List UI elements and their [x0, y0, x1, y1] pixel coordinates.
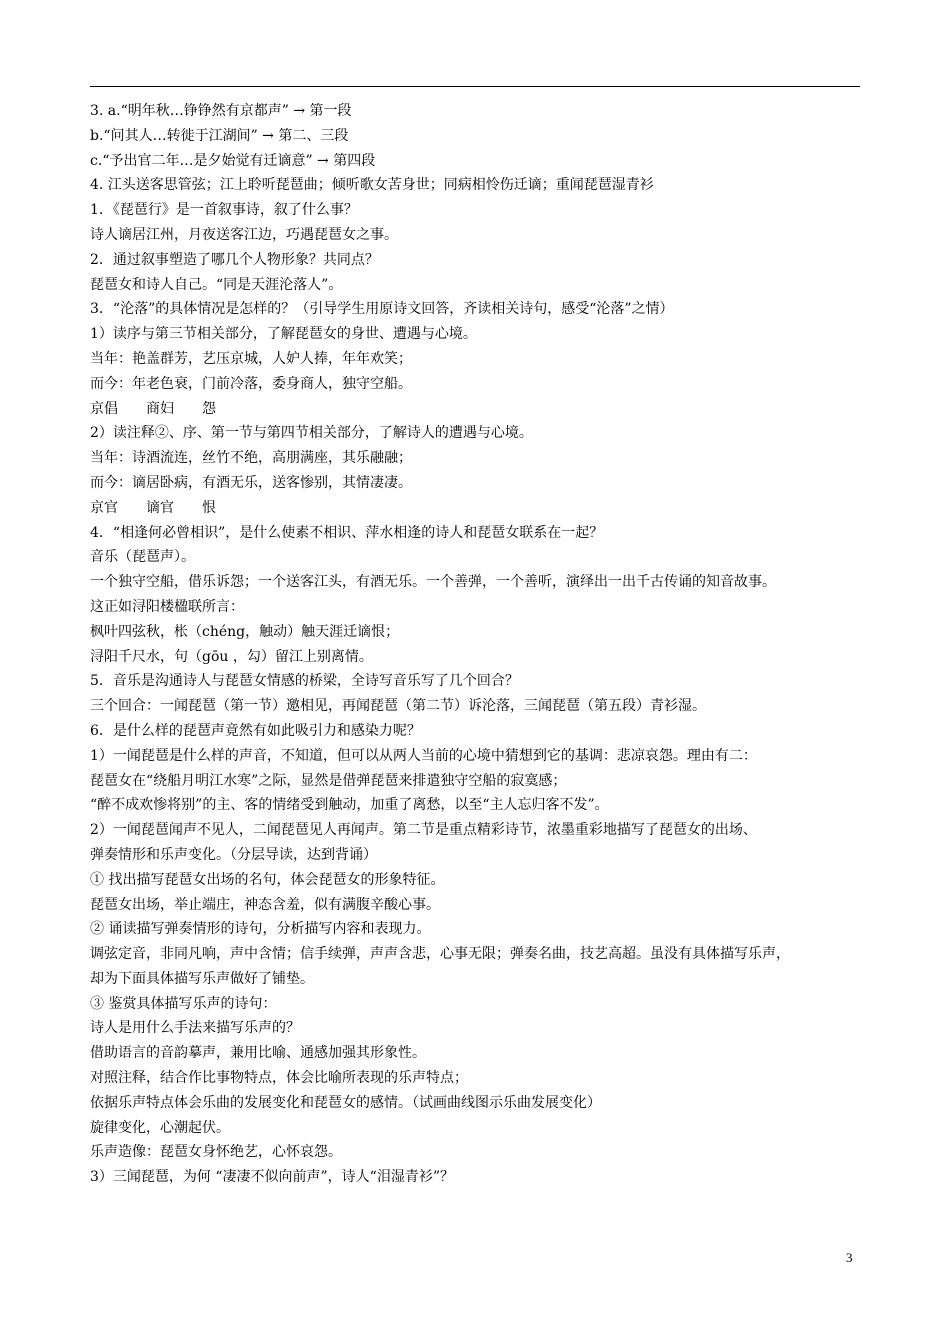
text-line: 京倡 商妇 怨 — [90, 400, 216, 417]
text-line: 借助语言的音韵摹声，兼用比喻、通感加强其形象性。 — [90, 1045, 426, 1062]
text-line: 琵琶女在“绕船月明江水寒”之际，显然是借弹琵琶来排遣独守空船的寂寞感； — [90, 772, 567, 789]
text-line: c.“予出官二年…是夕始觉有迁谪意” → 第四段 — [90, 152, 376, 169]
text-line: 3）三闻琵琶，为何 “凄凄不似向前声”，诗人“泪湿青衫”？ — [90, 1169, 454, 1186]
text-line: 浔阳千尺水，句（gōu ，勾）留江上别离情。 — [90, 648, 373, 665]
text-line: 这正如浔阳楼楹联所言： — [90, 598, 244, 615]
text-line: ① 找出描写琵琶女出场的名句，体会琵琶女的形象特征。 — [90, 871, 445, 888]
text-line: 3．“沦落”的具体情况是怎样的？（引导学生用原诗文回答，齐读相关诗句，感受“沦落”之情） — [90, 301, 674, 318]
text-line: 旋律变化，心潮起伏。 — [90, 1119, 230, 1136]
text-line: 1）一闻琵琶是什么样的声音，不知道，但可以从两人当前的心境中猜想到它的基调：悲凉哀怨。理由有二： — [90, 747, 757, 764]
text-line: 琵琶女出场，举止端庄，神态含羞，似有满腹辛酸心事。 — [90, 896, 440, 913]
text-line: “醉不成欢惨将别”的主、客的情绪受到触动，加重了离愁，以至“主人忘归客不发”。 — [90, 797, 609, 814]
text-line: 4. 江头送客思管弦；江上聆听琵琶曲；倾听歌女苦身世；同病相怜伤迁谪；重闻琵琶湿青衫 — [90, 177, 654, 194]
text-line: 3. a.“明年秋…铮铮然有京都声” → 第一段 — [90, 103, 352, 119]
text-line: 6．是什么样的琵琶声竟然有如此吸引力和感染力呢？ — [90, 722, 421, 739]
text-line: 4．“相逢何必曾相识”，是什么使素不相识、萍水相逢的诗人和琵琶女联系在一起？ — [90, 524, 604, 541]
text-line: ③ 鉴赏具体描写乐声的诗句： — [90, 995, 277, 1012]
text-line: 京官 谪官 恨 — [90, 499, 216, 516]
text-line: 而今：谪居卧病，有酒无乐，送客惨别，其情凄凄。 — [90, 474, 412, 491]
text-line: 对照注释，结合作比事物特点，体会比喻所表现的乐声特点； — [90, 1070, 468, 1087]
text-line: 依据乐声特点体会乐曲的发展变化和琵琶女的感情。（试画曲线图示乐曲发展变化） — [90, 1094, 601, 1111]
text-line: 乐声造像：琵琶女身怀绝艺，心怀哀怨。 — [90, 1144, 342, 1161]
text-line: 音乐（琵琶声）。 — [90, 549, 195, 566]
text-line: 2）读注释②、序、第一节与第四节相关部分，了解诗人的遭遇与心境。 — [90, 425, 533, 442]
text-line: 三个回合：一闻琵琶（第一节）邀相见，再闻琵琶（第二节）诉沦落，三闻琵琶（第五段）青衫湿。 — [90, 698, 706, 715]
text-line: 1．《琵琶行》是一首叙事诗，叙了什么事？ — [90, 202, 358, 219]
text-line: 诗人谪居江州，月夜送客江边，巧遇琵琶女之事。 — [90, 226, 398, 243]
text-line: 枫叶四弦秋，枨（chéng，触动）触天涯迁谪恨； — [90, 623, 400, 640]
text-line: 弹奏情形和乐声变化。（分层导读，达到背诵） — [90, 846, 377, 863]
text-line: 当年：诗酒流连，丝竹不绝，高朋满座，其乐融融； — [90, 450, 412, 467]
text-line: ② 诵读描写弹奏情形的诗句，分析描写内容和表现力。 — [90, 921, 431, 938]
text-line: 2．通过叙事塑造了哪几个人物形象？共同点？ — [90, 251, 379, 268]
text-line: b.“问其人…转徙于江湖间” → 第二、三段 — [90, 127, 349, 144]
text-line: 却为下面具体描写乐声做好了铺垫。 — [90, 970, 314, 987]
text-line: 调弦定音，非同凡响，声中含情；信手续弹，声声含悲，心事无限；弹奏名曲，技艺高超。虽没有具体描写乐声， — [90, 946, 790, 963]
text-line: 而今：年老色衰，门前冷落，委身商人，独守空船。 — [90, 375, 412, 392]
document-body — [90, 99, 865, 1190]
page-number: 3 — [846, 1250, 853, 1265]
text-line: 1）读序与第三节相关部分，了解琵琶女的身世、遭遇与心境。 — [90, 326, 477, 343]
text-line: 2）一闻琵琶闻声不见人，二闻琵琶见人再闻声。第二节是重点精彩诗节，浓墨重彩地描写了琵琶女的出场、 — [90, 822, 757, 839]
text-line: 一个独守空船，借乐诉怨；一个送客江头，有酒无乐。一个善弹，一个善听，演绎出一出千古传诵的知音故事。 — [90, 574, 776, 591]
text-line: 琵琶女和诗人自己。“同是天涯沦落人”。 — [90, 276, 343, 293]
header-rule — [90, 86, 860, 87]
text-line: 诗人是用什么手法来描写乐声的？ — [90, 1020, 300, 1037]
text-line: 当年：艳盖群芳，艺压京城，人妒人捧，年年欢笑； — [90, 350, 412, 367]
text-line: 5．音乐是沟通诗人与琵琶女情感的桥梁，全诗写音乐写了几个回合？ — [90, 673, 519, 690]
